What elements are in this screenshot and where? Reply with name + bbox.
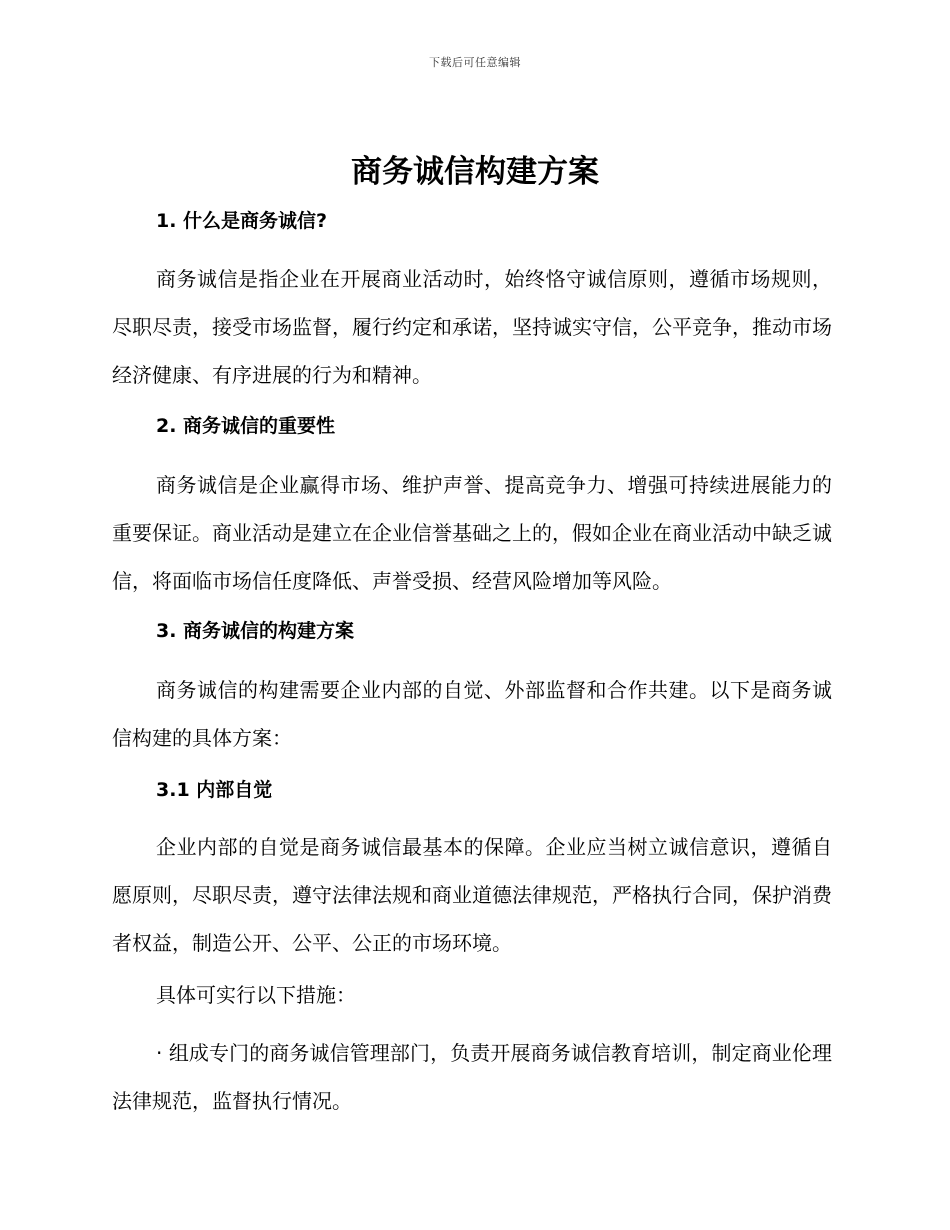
document-title: 商务诚信构建方案 (351, 154, 599, 190)
bullet-item-1: · 组成专门的商务诚信管理部门，负责开展商务诚信教育培训，制定商业伦理法律规范，监督执行情况。 (112, 1041, 832, 1113)
section-heading-3: 3. 商务诚信的构建方案 (156, 620, 355, 642)
section-heading-1: 1. 什么是商务诚信? (156, 210, 328, 232)
section-paragraph-3-1: 企业内部的自觉是商务诚信最基本的保障。企业应当树立诚信意识，遵循自愿原则，尽职尽责，遵守法律法规和商业道德法律规范，严格执行合同，保护消费者权益，制造公开、公平、公正的市场环境。 (112, 835, 832, 955)
section-paragraph-1: 商务诚信是指企业在开展商业活动时，始终恪守诚信原则，遵循市场规则，尽职尽责，接受市场监督，履行约定和承诺，坚持诚实守信，公平竞争，推动市场经济健康、有序进展的行为和精神。 (112, 267, 832, 387)
section-paragraph-2: 商务诚信是企业赢得市场、维护声誉、提高竞争力、增强可持续进展能力的重要保证。商业活动是建立在企业信誉基础之上的，假如企业在商业活动中缺乏诚信，将面临市场信任度降低、声誉受损、经营风险增加等风险。 (112, 473, 832, 593)
section-paragraph-3: 商务诚信的构建需要企业内部的自觉、外部监督和合作共建。以下是商务诚信构建的具体方案： (112, 678, 832, 750)
measures-intro: 具体可实行以下措施： (156, 983, 356, 1007)
header-note: 下载后可任意编辑 (429, 56, 521, 69)
section-heading-2: 2. 商务诚信的重要性 (156, 415, 336, 437)
section-heading-3-1: 3.1 内部自觉 (156, 779, 273, 801)
